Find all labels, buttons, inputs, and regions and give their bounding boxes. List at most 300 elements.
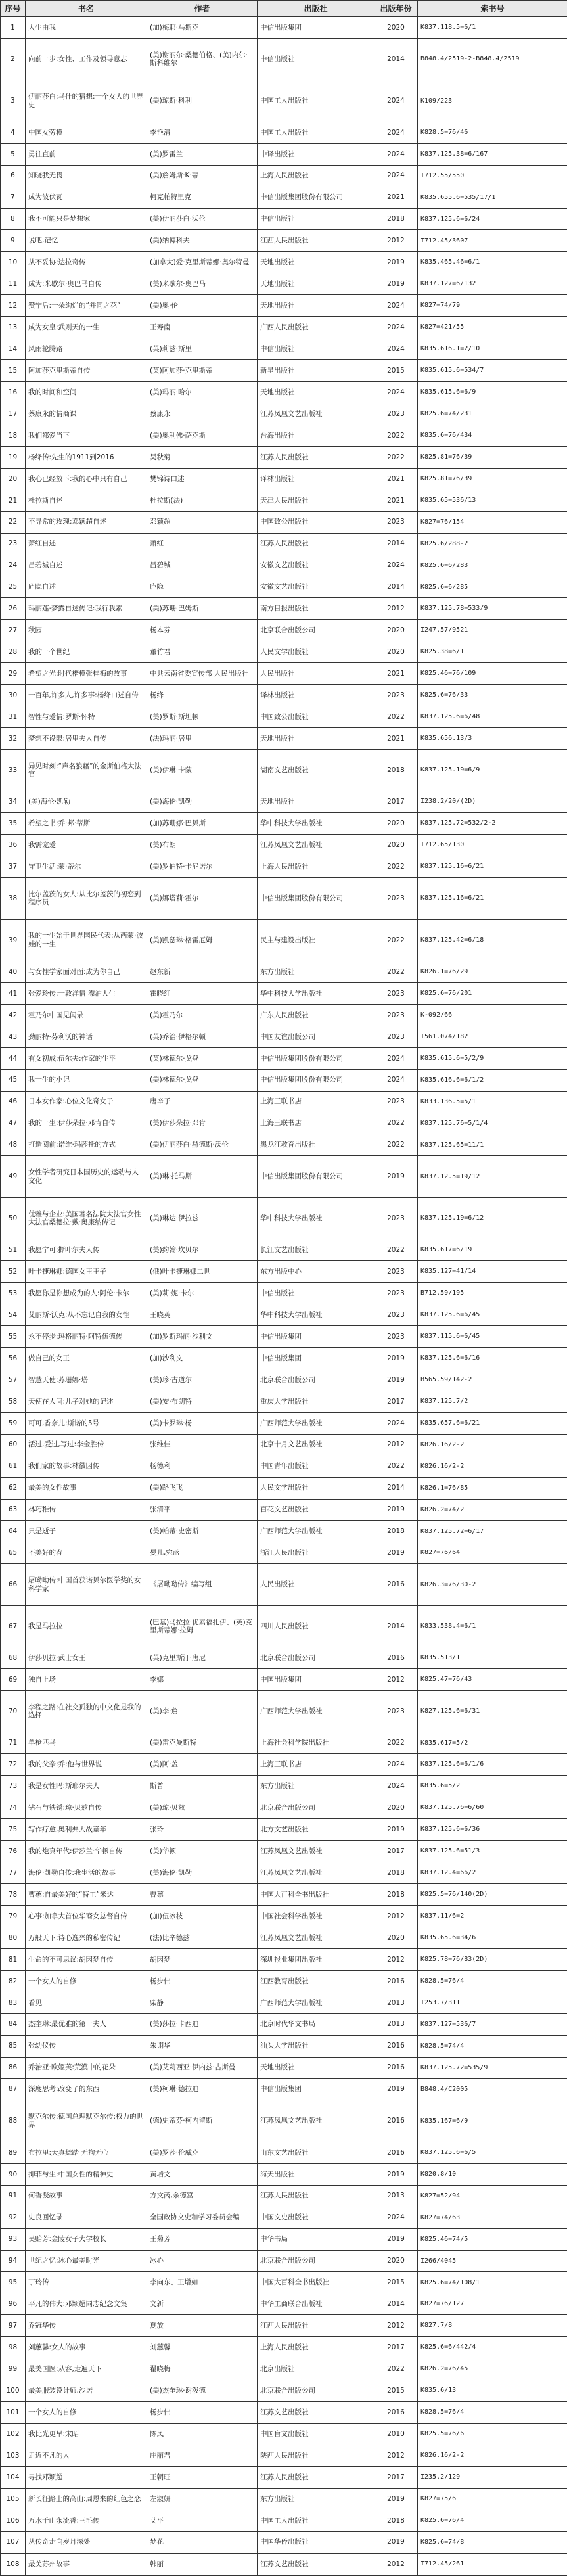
cell-call-number: K835.127=41/14 bbox=[418, 1261, 567, 1283]
cell-year: 2014 bbox=[374, 533, 418, 555]
table-row bbox=[1, 2488, 567, 2510]
cell-title: 最美苏州故事 bbox=[26, 2553, 147, 2575]
cell-call-number: K837.125.38=6/167 bbox=[418, 143, 567, 165]
cell-index: 42 bbox=[1, 1004, 26, 1026]
cell-title: 乔冠华传 bbox=[26, 2315, 147, 2337]
cell-index: 79 bbox=[1, 1905, 26, 1927]
cell-year: 2014 bbox=[374, 2293, 418, 2315]
cell-year: 2023 bbox=[374, 878, 418, 919]
table-row bbox=[1, 1862, 567, 1884]
cell-title: 默克尔传:德国总理默克尔传:权力的世界 bbox=[26, 2100, 147, 2142]
cell-call-number: K837.125.6=6/36 bbox=[418, 1819, 567, 1841]
cell-index: 56 bbox=[1, 1347, 26, 1369]
cell-title: 布拉里:天真舞踏 无拘无心 bbox=[26, 2142, 147, 2163]
table-row bbox=[1, 38, 567, 80]
cell-author: 翟晓梅 bbox=[147, 2358, 258, 2380]
table-row bbox=[1, 1564, 567, 1605]
table-row bbox=[1, 1283, 567, 1304]
cell-index: 13 bbox=[1, 317, 26, 338]
table-row bbox=[1, 1391, 567, 1412]
cell-title: 不寻常的玫瑰:邓颖超自述 bbox=[26, 511, 147, 533]
cell-author: 李艳清 bbox=[147, 122, 258, 143]
cell-index: 63 bbox=[1, 1499, 26, 1521]
cell-author: (美)帕蒂·史密斯 bbox=[147, 1521, 258, 1542]
table-row bbox=[1, 1239, 567, 1261]
cell-author: 唐辛子 bbox=[147, 1091, 258, 1113]
cell-index: 74 bbox=[1, 1797, 26, 1819]
table-row bbox=[1, 317, 567, 338]
cell-call-number: K835.6/13 bbox=[418, 2380, 567, 2402]
cell-author: (美)路飞飞 bbox=[147, 1477, 258, 1499]
cell-title: 我需宠爱 bbox=[26, 835, 147, 856]
cell-call-number: I247.57/9521 bbox=[418, 620, 567, 641]
cell-year: 2022 bbox=[374, 2358, 418, 2380]
table-row bbox=[1, 1412, 567, 1434]
cell-title: 平凡的伟大:邓颖超同志纪念文集 bbox=[26, 2293, 147, 2315]
cell-year: 2013 bbox=[374, 2013, 418, 2035]
cell-call-number: K835.655.6=535/17/1 bbox=[418, 187, 567, 208]
cell-call-number: K837.125.19=6/12 bbox=[418, 1197, 567, 1239]
cell-title: 我的一个世纪 bbox=[26, 641, 147, 663]
cell-author: 艾平 bbox=[147, 2510, 258, 2531]
cell-index: 100 bbox=[1, 2380, 26, 2402]
cell-author: 晏儿,宛蓝 bbox=[147, 1542, 258, 1564]
cell-publisher: 译林出版社 bbox=[258, 468, 374, 490]
cell-title: 智性与爱情:罗斯·怀特 bbox=[26, 706, 147, 728]
table-row bbox=[1, 1605, 567, 1647]
cell-author: (美)奥利佛·萨克斯 bbox=[147, 425, 258, 446]
cell-index: 106 bbox=[1, 2510, 26, 2531]
cell-year: 2024 bbox=[374, 295, 418, 317]
cell-author: (美)米歇尔·奥巴马 bbox=[147, 273, 258, 295]
cell-publisher: 天津人民出版社 bbox=[258, 490, 374, 511]
cell-publisher: 江苏凤凰文艺出版社 bbox=[258, 1927, 374, 1948]
table-body bbox=[1, 17, 567, 2576]
cell-title: 曹蕙:自最美好的“特工”米达 bbox=[26, 1884, 147, 1906]
cell-call-number: K825.6=6/442/4 bbox=[418, 2337, 567, 2358]
table-row bbox=[1, 2142, 567, 2163]
cell-year: 2024 bbox=[374, 1412, 418, 1434]
cell-year: 2023 bbox=[374, 1304, 418, 1326]
cell-title: 我心已经放下:我的心中只有自己 bbox=[26, 468, 147, 490]
cell-publisher: 广东人民出版社 bbox=[258, 1004, 374, 1026]
cell-author: (加)伍冰枝 bbox=[147, 1905, 258, 1927]
cell-title: 伊莎贝拉·武士女王 bbox=[26, 1647, 147, 1669]
cell-call-number: K825.6=6/285 bbox=[418, 576, 567, 598]
table-row bbox=[1, 382, 567, 403]
cell-author: (美)罗雷兰 bbox=[147, 143, 258, 165]
cell-index: 38 bbox=[1, 878, 26, 919]
table-row bbox=[1, 749, 567, 791]
cell-call-number: K837.125.78=533/9 bbox=[418, 598, 567, 620]
cell-call-number: B848.4/C2005 bbox=[418, 2079, 567, 2100]
cell-publisher: 浙江人民出版社 bbox=[258, 1542, 374, 1564]
cell-publisher: 新星出版社 bbox=[258, 360, 374, 382]
cell-index: 27 bbox=[1, 620, 26, 641]
cell-title: 从不妥协:达拉奇传 bbox=[26, 252, 147, 273]
table-row bbox=[1, 511, 567, 533]
cell-index: 65 bbox=[1, 1542, 26, 1564]
cell-publisher: 四川人民出版社 bbox=[258, 1605, 374, 1647]
cell-publisher: 北京出版社 bbox=[258, 2358, 374, 2380]
cell-publisher: 中华工商联合出版社 bbox=[258, 2293, 374, 2315]
cell-year: 2019 bbox=[374, 2488, 418, 2510]
cell-year: 2016 bbox=[374, 2402, 418, 2424]
header-title: 书名 bbox=[26, 1, 147, 17]
cell-index: 31 bbox=[1, 706, 26, 728]
cell-publisher: 中信出版集团 bbox=[258, 17, 374, 39]
cell-call-number: I561.074/182 bbox=[418, 1026, 567, 1047]
cell-index: 87 bbox=[1, 2079, 26, 2100]
cell-call-number: I253.7/311 bbox=[418, 1992, 567, 2013]
cell-call-number: K825.6=76/201 bbox=[418, 982, 567, 1004]
cell-publisher: 江苏人民出版社 bbox=[258, 2466, 374, 2488]
cell-index: 97 bbox=[1, 2315, 26, 2337]
cell-index: 48 bbox=[1, 1134, 26, 1156]
cell-title: 霍乃尔中国见闻录 bbox=[26, 1004, 147, 1026]
cell-year: 2017 bbox=[374, 1841, 418, 1862]
table-row bbox=[1, 2337, 567, 2358]
header-publisher: 出版社 bbox=[258, 1, 374, 17]
table-row bbox=[1, 620, 567, 641]
cell-call-number: I712.65/130 bbox=[418, 835, 567, 856]
cell-author: (美)海伦·凯勒 bbox=[147, 791, 258, 813]
cell-year: 2024 bbox=[374, 1069, 418, 1091]
cell-call-number: K820.8/10 bbox=[418, 2163, 567, 2185]
cell-year: 2015 bbox=[374, 360, 418, 382]
cell-index: 25 bbox=[1, 576, 26, 598]
cell-title: 从传奇走向岁月深处 bbox=[26, 2531, 147, 2553]
cell-title: 梦想不设限:居里夫人自传 bbox=[26, 728, 147, 750]
cell-year: 2016 bbox=[374, 1647, 418, 1669]
cell-title: 天使在人间:儿子对她的记述 bbox=[26, 1391, 147, 1412]
cell-year: 2021 bbox=[374, 663, 418, 685]
cell-call-number: B848.4/2519-2-B848.4/2519 bbox=[418, 38, 567, 80]
cell-year: 2017 bbox=[374, 2337, 418, 2358]
cell-index: 3 bbox=[1, 80, 26, 122]
cell-author: 樊锦诗口述 bbox=[147, 468, 258, 490]
table-row bbox=[1, 187, 567, 208]
table-row bbox=[1, 2424, 567, 2445]
cell-call-number: K837.12.4=66/2 bbox=[418, 1862, 567, 1884]
cell-year: 2015 bbox=[374, 2380, 418, 2402]
cell-call-number: K826.16/2-2 bbox=[418, 2445, 567, 2466]
cell-title: 活过,爱过,写过:李金胜传 bbox=[26, 1434, 147, 1456]
cell-author: (美)艾莉西亚·伊内兹·古斯曼 bbox=[147, 2057, 258, 2079]
cell-index: 11 bbox=[1, 273, 26, 295]
cell-title: (美)海伦·凯勒 bbox=[26, 791, 147, 813]
table-row bbox=[1, 122, 567, 143]
cell-call-number: K-092/66 bbox=[418, 1004, 567, 1026]
cell-year: 2022 bbox=[374, 1732, 418, 1754]
table-row bbox=[1, 1304, 567, 1326]
cell-year: 2012 bbox=[374, 2553, 418, 2575]
cell-index: 8 bbox=[1, 208, 26, 230]
cell-index: 78 bbox=[1, 1884, 26, 1906]
cell-publisher: 上海人民出版社 bbox=[258, 856, 374, 878]
cell-year: 2014 bbox=[374, 38, 418, 80]
cell-index: 29 bbox=[1, 663, 26, 685]
cell-index: 46 bbox=[1, 1091, 26, 1113]
cell-year: 2018 bbox=[374, 749, 418, 791]
cell-call-number: K835.615.6=6/9 bbox=[418, 382, 567, 403]
table-row bbox=[1, 2293, 567, 2315]
cell-call-number: K825.6=74/108/1 bbox=[418, 2272, 567, 2293]
cell-author: (美)娜塔莉·霍尔 bbox=[147, 878, 258, 919]
cell-title: 林巧稚传 bbox=[26, 1499, 147, 1521]
cell-index: 98 bbox=[1, 2337, 26, 2358]
cell-year: 2021 bbox=[374, 490, 418, 511]
cell-author: 方文芮,余德富 bbox=[147, 2185, 258, 2207]
cell-publisher: 江西人民出版社 bbox=[258, 2315, 374, 2337]
cell-index: 62 bbox=[1, 1477, 26, 1499]
cell-author: (英)阿加莎·克里斯蒂 bbox=[147, 360, 258, 382]
cell-call-number: K825.38=6/1 bbox=[418, 641, 567, 663]
cell-year: 2024 bbox=[374, 382, 418, 403]
cell-publisher: 天地出版社 bbox=[258, 295, 374, 317]
cell-publisher: 东方出版社 bbox=[258, 2488, 374, 2510]
cell-year: 2023 bbox=[374, 1326, 418, 1348]
cell-call-number: K835.656.13/3 bbox=[418, 728, 567, 750]
cell-year: 2024 bbox=[374, 122, 418, 143]
cell-call-number: K835.615.6=534/7 bbox=[418, 360, 567, 382]
cell-publisher: 中华书局 bbox=[258, 2228, 374, 2250]
table-row bbox=[1, 1669, 567, 1691]
cell-author: (美)琳·托马斯 bbox=[147, 1156, 258, 1197]
cell-author: (美)莎拉·卡西迪 bbox=[147, 2013, 258, 2035]
cell-title: 我们都爱当下 bbox=[26, 425, 147, 446]
cell-author: 杨德利 bbox=[147, 1456, 258, 1477]
cell-publisher: 上海人民出版社 bbox=[258, 165, 374, 187]
cell-index: 86 bbox=[1, 2057, 26, 2079]
cell-publisher: 中国华侨出版社 bbox=[258, 2531, 374, 2553]
cell-call-number: K837.118.5=6/1 bbox=[418, 17, 567, 39]
cell-call-number: K835.615.6=5/2/9 bbox=[418, 1047, 567, 1069]
cell-call-number: K835.617=6/19 bbox=[418, 1239, 567, 1261]
cell-publisher: 中信出版集团 bbox=[258, 2079, 374, 2100]
cell-author: 吕碧城 bbox=[147, 555, 258, 576]
cell-publisher: 人民文学出版社 bbox=[258, 1477, 374, 1499]
cell-title: 成为女皇:武则天的一生 bbox=[26, 317, 147, 338]
cell-author: 杨绛 bbox=[147, 685, 258, 706]
cell-call-number: K827=421/55 bbox=[418, 317, 567, 338]
cell-year: 2024 bbox=[374, 80, 418, 122]
cell-title: 异见时刻:“声名狼藉”的金斯伯格大法官 bbox=[26, 749, 147, 791]
cell-author: (美)林德尔·戈登 bbox=[147, 1069, 258, 1091]
cell-index: 66 bbox=[1, 1564, 26, 1605]
cell-title: 不美好的春 bbox=[26, 1542, 147, 1564]
cell-index: 39 bbox=[1, 919, 26, 961]
cell-year: 2022 bbox=[374, 425, 418, 446]
cell-publisher: 湖南文艺出版社 bbox=[258, 749, 374, 791]
cell-call-number: I235.2/129 bbox=[418, 2466, 567, 2488]
table-row bbox=[1, 1456, 567, 1477]
cell-author: 霍晓红 bbox=[147, 982, 258, 1004]
table-row bbox=[1, 1542, 567, 1564]
cell-call-number: I238.2/20/(2D) bbox=[418, 791, 567, 813]
cell-year: 2024 bbox=[374, 1776, 418, 1797]
cell-publisher: 北京联合出版公司 bbox=[258, 1647, 374, 1669]
cell-publisher: 北方文艺出版社 bbox=[258, 1819, 374, 1841]
cell-index: 1 bbox=[1, 17, 26, 39]
cell-author: (英)林德尔·戈登 bbox=[147, 1047, 258, 1069]
cell-index: 80 bbox=[1, 1927, 26, 1948]
cell-call-number: K827=74/79 bbox=[418, 295, 567, 317]
cell-year: 2018 bbox=[374, 1521, 418, 1542]
cell-year: 2023 bbox=[374, 1691, 418, 1732]
cell-call-number: K837.125.72=535/9 bbox=[418, 2057, 567, 2079]
cell-title: 吴贻芳:金陵女子大学校长 bbox=[26, 2228, 147, 2250]
cell-publisher: 华中科技大学出版社 bbox=[258, 1197, 374, 1239]
table-row bbox=[1, 425, 567, 446]
cell-title: 打造阅前:诺维·玛莎托的方式 bbox=[26, 1134, 147, 1156]
cell-year: 2019 bbox=[374, 252, 418, 273]
cell-author: (美)霍乃尔 bbox=[147, 1004, 258, 1026]
cell-index: 88 bbox=[1, 2100, 26, 2142]
cell-publisher: 中国盲文出版社 bbox=[258, 2424, 374, 2445]
cell-index: 34 bbox=[1, 791, 26, 813]
cell-publisher: 北京十月文艺出版社 bbox=[258, 1434, 374, 1456]
cell-publisher: 安徽文艺出版社 bbox=[258, 576, 374, 598]
cell-publisher: 百花文艺出版社 bbox=[258, 1499, 374, 1521]
cell-index: 77 bbox=[1, 1862, 26, 1884]
table-row bbox=[1, 1326, 567, 1348]
cell-publisher: 黑龙江教育出版社 bbox=[258, 1134, 374, 1156]
cell-call-number: K835.65.6=34/6 bbox=[418, 1927, 567, 1948]
cell-index: 108 bbox=[1, 2553, 26, 2575]
cell-call-number: K825.47=76/43 bbox=[418, 1669, 567, 1691]
cell-call-number: K825.81=76/39 bbox=[418, 446, 567, 468]
cell-index: 60 bbox=[1, 1434, 26, 1456]
table-row bbox=[1, 1754, 567, 1776]
cell-index: 105 bbox=[1, 2488, 26, 2510]
cell-call-number: K827=76/154 bbox=[418, 511, 567, 533]
cell-year: 2023 bbox=[374, 1197, 418, 1239]
table-row bbox=[1, 1647, 567, 1669]
cell-publisher: 中国出版集团 bbox=[258, 1669, 374, 1691]
cell-index: 4 bbox=[1, 122, 26, 143]
table-row bbox=[1, 1819, 567, 1841]
cell-publisher: 广西师范大学出版社 bbox=[258, 1992, 374, 2013]
cell-call-number: I712.55/550 bbox=[418, 165, 567, 187]
table-row bbox=[1, 728, 567, 750]
cell-author: 朱诩华 bbox=[147, 2035, 258, 2057]
cell-title: 我比光更早:宋昭 bbox=[26, 2424, 147, 2445]
cell-call-number: K835.657.6=6/21 bbox=[418, 1412, 567, 1434]
cell-title: 我不可能只是梦想家 bbox=[26, 208, 147, 230]
cell-year: 2019 bbox=[374, 1819, 418, 1841]
cell-publisher: 东方出版社 bbox=[258, 1776, 374, 1797]
cell-title: 比尔盖茨的女人:从比尔盖茨的初恋到程序员 bbox=[26, 878, 147, 919]
cell-title: 我的时间和空间 bbox=[26, 382, 147, 403]
table-row bbox=[1, 1369, 567, 1391]
cell-title: 杰奎琳:最优雅的第一夫人 bbox=[26, 2013, 147, 2035]
cell-call-number: K828.5=74/4 bbox=[418, 2035, 567, 2057]
cell-year: 2022 bbox=[374, 1456, 418, 1477]
cell-title: 伊丽莎白:马什的猜想:一个女人的世界史 bbox=[26, 80, 147, 122]
cell-author: (美)珍·古道尔 bbox=[147, 1369, 258, 1391]
cell-publisher: 华中科技大学出版社 bbox=[258, 1304, 374, 1326]
cell-index: 69 bbox=[1, 1669, 26, 1691]
cell-call-number: K837.125.42=6/18 bbox=[418, 919, 567, 961]
table-row bbox=[1, 1691, 567, 1732]
cell-year: 2014 bbox=[374, 576, 418, 598]
cell-title: 我的一生始于世界国民代表:从西蒙·波娃的一生 bbox=[26, 919, 147, 961]
cell-publisher: 山东文艺出版社 bbox=[258, 2142, 374, 2163]
cell-year: 2012 bbox=[374, 2315, 418, 2337]
cell-title: 阿加莎克里斯蒂自传 bbox=[26, 360, 147, 382]
cell-index: 22 bbox=[1, 511, 26, 533]
cell-index: 85 bbox=[1, 2035, 26, 2057]
cell-title: 我的炮真年代:伊莎兰·华顿自传 bbox=[26, 1841, 147, 1862]
cell-publisher: 海天出版社 bbox=[258, 2163, 374, 2185]
cell-call-number: K825.5=76/6 bbox=[418, 2424, 567, 2445]
cell-year: 2020 bbox=[374, 835, 418, 856]
cell-author: 李向东、王增如 bbox=[147, 2272, 258, 2293]
cell-call-number: K837.125.6=6/5 bbox=[418, 2142, 567, 2163]
cell-title: 智慧天使:苏珊娜·塔 bbox=[26, 1369, 147, 1391]
cell-title: 杜拉斯自述 bbox=[26, 490, 147, 511]
cell-index: 103 bbox=[1, 2445, 26, 2466]
table-row bbox=[1, 2035, 567, 2057]
cell-publisher: 中国致公出版社 bbox=[258, 706, 374, 728]
table-row bbox=[1, 80, 567, 122]
cell-title: 我一生的小记 bbox=[26, 1069, 147, 1091]
table-row bbox=[1, 446, 567, 468]
cell-call-number: K837.125.72=532/2-2 bbox=[418, 813, 567, 835]
table-row bbox=[1, 982, 567, 1004]
cell-author: (美)李·詹 bbox=[147, 1691, 258, 1732]
cell-call-number: K826.2=76/45 bbox=[418, 2358, 567, 2380]
table-row bbox=[1, 813, 567, 835]
table-row bbox=[1, 490, 567, 511]
cell-index: 51 bbox=[1, 1239, 26, 1261]
cell-publisher: 译林出版社 bbox=[258, 685, 374, 706]
table-row bbox=[1, 1069, 567, 1091]
cell-title: 张爱玲传:一敦洋情 漂泊人生 bbox=[26, 982, 147, 1004]
cell-year: 2020 bbox=[374, 1797, 418, 1819]
cell-title: 看见 bbox=[26, 1992, 147, 2013]
cell-year: 2018 bbox=[374, 1862, 418, 1884]
cell-title: 我的父亲:乔:他与世界说 bbox=[26, 1754, 147, 1776]
cell-publisher: 东方出版中心 bbox=[258, 1261, 374, 1283]
cell-call-number: K837.125.6=51/3 bbox=[418, 1841, 567, 1862]
cell-index: 89 bbox=[1, 2142, 26, 2163]
cell-author: 陈凤 bbox=[147, 2424, 258, 2445]
cell-title: 海伦·凯勒自传:我生活的故事 bbox=[26, 1862, 147, 1884]
cell-call-number: K837.127=6/132 bbox=[418, 273, 567, 295]
cell-author: (加)苏珊娜·巴贝斯 bbox=[147, 813, 258, 835]
table-row bbox=[1, 1948, 567, 1970]
cell-index: 70 bbox=[1, 1691, 26, 1732]
cell-author: (美)布朗 bbox=[147, 835, 258, 856]
cell-publisher: 重庆大学出版社 bbox=[258, 1391, 374, 1412]
cell-author: 张清平 bbox=[147, 1499, 258, 1521]
cell-publisher: 长江文艺出版社 bbox=[258, 1239, 374, 1261]
cell-index: 24 bbox=[1, 555, 26, 576]
cell-year: 2024 bbox=[374, 1047, 418, 1069]
cell-year: 2020 bbox=[374, 2250, 418, 2272]
cell-title: 我的一生:伊莎朵拉·邓肯自传 bbox=[26, 1113, 147, 1134]
cell-year: 2018 bbox=[374, 2510, 418, 2531]
cell-year: 2016 bbox=[374, 2057, 418, 2079]
cell-year: 2023 bbox=[374, 1091, 418, 1113]
cell-author: 梦花 bbox=[147, 2531, 258, 2553]
table-row bbox=[1, 1026, 567, 1047]
cell-publisher: 中信出版集团股份有限公司 bbox=[258, 878, 374, 919]
cell-year: 2017 bbox=[374, 2466, 418, 2488]
cell-author: 夏放 bbox=[147, 2315, 258, 2337]
